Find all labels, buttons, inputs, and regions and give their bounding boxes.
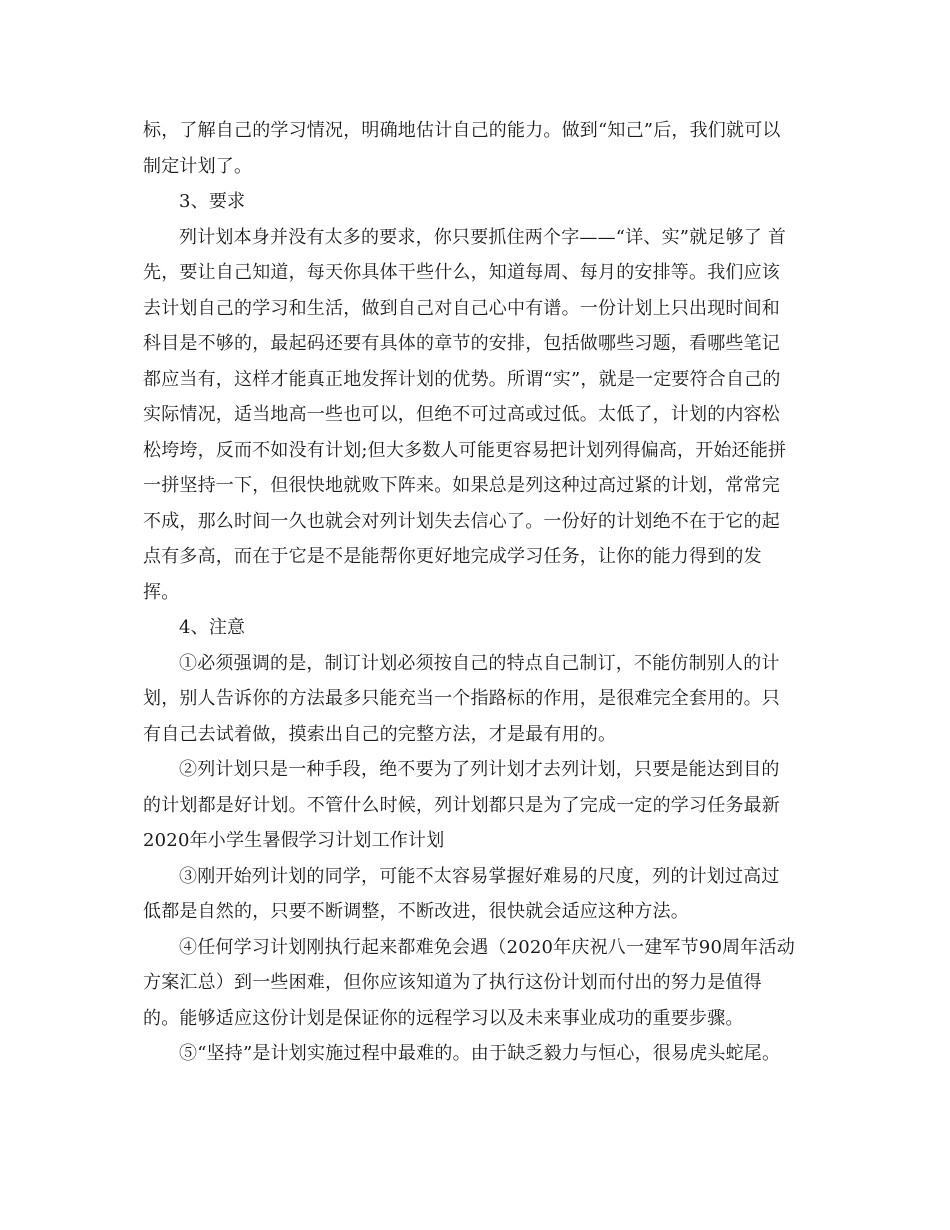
text-line: 松垮垮，反而不如没有计划;但大多数人可能更容易把计划列得偏高，开始还能拼 (143, 439, 787, 461)
text-line: 2020年小学生暑假学习计划工作计划 (143, 830, 445, 851)
text-line: 列计划本身并没有太多的要求，你只要抓住两个字——“详、实”就足够了 首 (179, 226, 787, 248)
text-line: 点有多高，而在于它是不是能帮你更好地完成学习任务，让你的能力得到的发 (143, 546, 762, 567)
text-line: 都应当有，这样才能真正地发挥计划的优势。所谓“实”，就是一定要符合自己的 (143, 368, 781, 390)
text-line: 制定计划了。 (143, 155, 253, 177)
document-body (143, 113, 808, 1072)
document-page (143, 113, 808, 1072)
text-line: ②列计划只是一种手段，绝不要为了列计划才去列计划，只要是能达到目的 (179, 759, 780, 780)
text-line: ⑤“坚持”是计划实施过程中最难的。由于缺乏毅力与恒心，很易虎头蛇尾。 (179, 1043, 781, 1064)
text-line: 3、要求 (179, 191, 246, 212)
text-line: 科目是不够的，最起码还要有具体的章节的安排，包括做哪些习题，看哪些笔记 (143, 333, 780, 354)
text-line: ④任何学习计划刚执行起来都难免会遇（2020年庆祝八一建军节90周年活动 (179, 936, 795, 958)
text-line: 4、注意 (179, 617, 246, 638)
text-line: 不成，那么时间一久也就会对列计划失去信心了。一份好的计划绝不在于它的起 (143, 510, 780, 532)
text-line: 的计划都是好计划。不管什么时候，列计划都只是为了完成一定的学习任务最新 (143, 794, 780, 816)
text-line: ①必须强调的是，制订计划必须按自己的特点自己制订，不能仿制别人的计 (179, 652, 780, 674)
text-line: 去计划自己的学习和生活，做到自己对自己心中有谱。一份计划上只出现时间和 (143, 297, 780, 319)
text-line: 方案汇总）到一些困难，但你应该知道为了执行这份计划而付出的努力是值得 (143, 972, 762, 993)
text-line: ③刚开始列计划的同学，可能不太容易掌握好难易的尺度，列的计划过高过 (179, 865, 780, 887)
text-line: 有自己去试着做，摸索出自己的完整方法，才是最有用的。 (143, 723, 617, 745)
text-line: 挥。 (143, 581, 180, 603)
text-line: 低都是自然的，只要不断调整，不断改进，很快就会适应这种方法。 (143, 901, 689, 922)
text-line: 一拼坚持一下，但很快地就败下阵来。如果总是列这种过高过紧的计划，常常完 (143, 475, 780, 496)
text-line: 先，要让自己知道，每天你具体干些什么，知道每周、每月的安排等。我们应该 (143, 262, 780, 283)
text-line: 划，别人告诉你的方法最多只能充当一个指路标的作用，是很难完全套用的。只 (143, 688, 780, 709)
text-line: 实际情况，适当地高一些也可以，但绝不可过高或过低。太低了，计划的内容松 (143, 404, 780, 425)
text-line: 的。能够适应这份计划是保证你的远程学习以及未来事业成功的重要步骤。 (143, 1007, 744, 1029)
text-line: 标，了解自己的学习情况，明确地估计自己的能力。做到“知己”后，我们就可以 (143, 120, 781, 141)
